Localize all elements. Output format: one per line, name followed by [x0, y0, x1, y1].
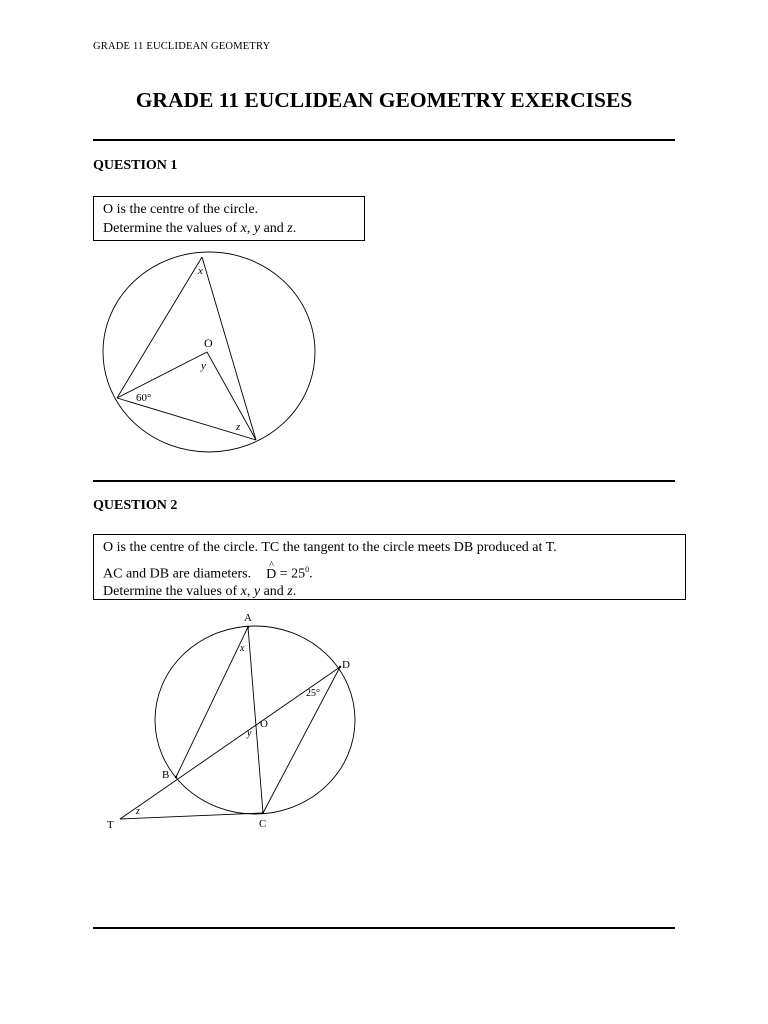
question-2-heading: QUESTION 2 [93, 498, 178, 513]
prompt-text: Determine the values of [103, 583, 241, 599]
document-title: GRADE 11 EUCLIDEAN GEOMETRY EXERCISES [135, 88, 633, 112]
point-label-c: C [259, 818, 267, 830]
question-1-heading: QUESTION 1 [93, 158, 178, 173]
degree-superscript: 0 [305, 565, 310, 574]
variable-z: z [287, 221, 293, 236]
prompt-conjunction: and [260, 583, 288, 599]
point-a-dot [247, 626, 249, 628]
variable-x: x [240, 221, 247, 236]
question-2-prompt-line-1: O is the centre of the circle. TC the tangent to the circle meets DB produced at T. [103, 540, 557, 555]
given-angle-25: 25° [306, 688, 320, 699]
given-angle-60: 60° [136, 392, 152, 404]
prompt-separator: , [246, 583, 254, 599]
angle-label-x: x [240, 643, 245, 654]
point-label-t: T [107, 819, 114, 831]
point-b-dot [175, 776, 177, 778]
angle-label-y: y [247, 728, 252, 739]
question-1-prompt-line-1: O is the centre of the circle. [103, 202, 259, 217]
point-c-dot [262, 812, 264, 814]
prompt-text: AC and DB are diameters. [103, 566, 252, 582]
angle-label-x: x [198, 265, 203, 277]
variable-y: y [253, 583, 261, 599]
divider-rule [93, 927, 675, 929]
prompt-conjunction: and [260, 221, 288, 236]
variable-x: x [240, 583, 247, 599]
tangent-tc [120, 813, 263, 819]
prompt-period: . [292, 583, 297, 599]
circle [155, 626, 355, 814]
point-d-dot [339, 666, 341, 668]
point-label-b: B [162, 769, 170, 781]
point-label-d: D [342, 659, 350, 671]
prompt-period: . [309, 566, 313, 582]
prompt-text: Determine the values of [103, 221, 241, 236]
centre-label-o: O [260, 718, 268, 730]
prompt-separator: , [246, 221, 254, 236]
variable-y: y [253, 221, 261, 236]
variable-z: z [287, 583, 293, 599]
angle-label-z: z [136, 806, 140, 817]
angle-label-z: z [236, 421, 241, 433]
point-label-a: A [244, 612, 252, 624]
chord-ab [176, 627, 248, 777]
centre-label-o: O [204, 336, 213, 350]
chord-dc [263, 667, 340, 813]
angle-d-value: = 25 [276, 566, 306, 582]
prompt-period: . [292, 221, 297, 236]
running-head: GRADE 11 EUCLIDEAN GEOMETRY [93, 41, 271, 52]
angle-label-y: y [201, 360, 206, 372]
angle-d-symbol: ^ D [266, 565, 276, 585]
